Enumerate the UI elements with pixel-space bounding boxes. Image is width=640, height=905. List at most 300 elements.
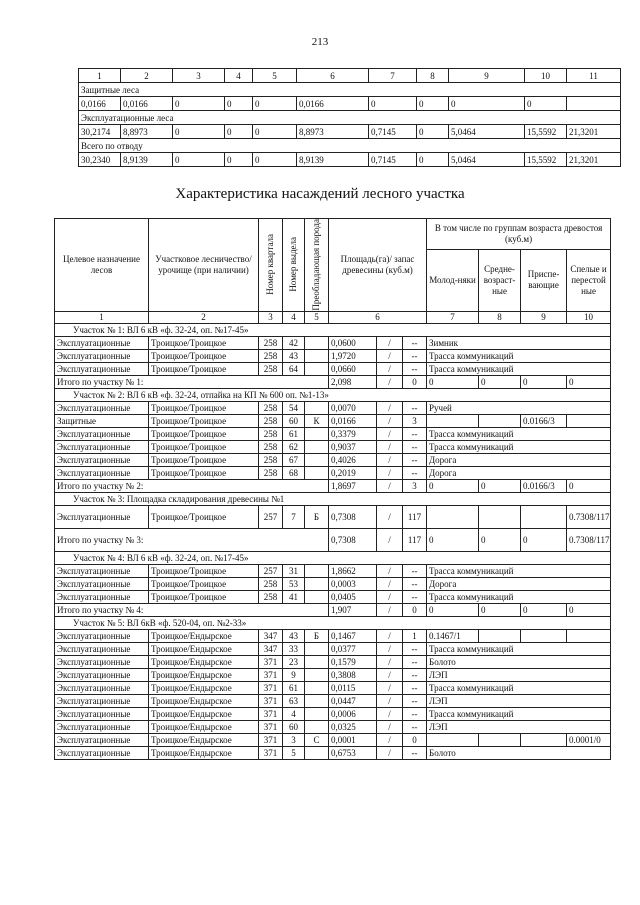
- stock-value: --: [403, 427, 427, 440]
- young-value: 0: [427, 375, 479, 388]
- stand-row: [55, 577, 611, 590]
- kvartal-cell: 371: [259, 681, 283, 694]
- area-separator: /: [377, 629, 403, 642]
- vydel-cell: 7: [283, 505, 305, 528]
- middle-value: 0: [479, 479, 521, 492]
- stock-value: --: [403, 564, 427, 577]
- vydel-cell: 31: [283, 564, 305, 577]
- summary-value: 15,5592: [525, 125, 567, 139]
- summary-value: [567, 97, 621, 111]
- area-separator: /: [377, 401, 403, 414]
- mature-value: 0.7308/117: [567, 528, 611, 551]
- middle-value: [479, 629, 521, 642]
- area-separator: /: [377, 681, 403, 694]
- header-middle: Средне-возраст-ные: [479, 250, 521, 312]
- breed-cell: [305, 349, 329, 362]
- vydel-cell: 53: [283, 577, 305, 590]
- land-category-note: Дорога: [427, 453, 611, 466]
- summary-col-number: 8: [417, 69, 449, 83]
- kvartal-cell: 257: [259, 564, 283, 577]
- stands-table: [54, 218, 611, 760]
- header-young: Молод-няки: [427, 250, 479, 312]
- forestry-cell: Троицкое/Троицкое: [149, 453, 259, 466]
- land-category-note: Болото: [427, 746, 611, 759]
- breed-cell: [305, 694, 329, 707]
- land-category-note: Трасса коммуникаций: [427, 427, 611, 440]
- summary-value: 0,0166: [79, 97, 121, 111]
- breed-cell: Б: [305, 505, 329, 528]
- column-number: 4: [283, 311, 305, 323]
- ripening-value: 0: [521, 603, 567, 616]
- purpose-cell: Эксплуатационные: [55, 505, 149, 528]
- land-category-note: Трасса коммуникаций: [427, 642, 611, 655]
- purpose-cell: Эксплуатационные: [55, 401, 149, 414]
- kvartal-cell: 371: [259, 733, 283, 746]
- summary-col-number: 3: [173, 69, 225, 83]
- stock-value: --: [403, 453, 427, 466]
- kvartal-cell: 258: [259, 466, 283, 479]
- breed-cell: [305, 453, 329, 466]
- summary-value: 21,3201: [567, 125, 621, 139]
- young-value: [427, 414, 479, 427]
- ripening-value: 0: [521, 528, 567, 551]
- column-number: 7: [427, 311, 479, 323]
- mature-value: [567, 629, 611, 642]
- middle-value: [479, 414, 521, 427]
- area-value: 0,0660: [329, 362, 377, 375]
- purpose-cell: Эксплуатационные: [55, 427, 149, 440]
- vydel-cell: 43: [283, 349, 305, 362]
- summary-group-label: Всего по отводу: [79, 139, 621, 153]
- area-value: 0,1467: [329, 629, 377, 642]
- stand-row: [55, 453, 611, 466]
- stock-value: --: [403, 401, 427, 414]
- purpose-cell: Защитные: [55, 414, 149, 427]
- breed-cell: [305, 668, 329, 681]
- stock-value: --: [403, 440, 427, 453]
- summary-value: 8,8973: [121, 125, 173, 139]
- purpose-cell: Эксплуатационные: [55, 668, 149, 681]
- ripening-value: [521, 505, 567, 528]
- stock-value: 0: [403, 603, 427, 616]
- kvartal-cell: 258: [259, 453, 283, 466]
- stock-value: 0: [403, 375, 427, 388]
- stand-row: [55, 694, 611, 707]
- header-area: Площадь(га)/ запас древесины (куб.м): [329, 219, 427, 312]
- purpose-cell: Эксплуатационные: [55, 336, 149, 349]
- area-value: 0,0325: [329, 720, 377, 733]
- mature-value: [567, 414, 611, 427]
- forestry-cell: Троицкое/Троицкое: [149, 440, 259, 453]
- stock-value: 3: [403, 414, 427, 427]
- ripening-value: [521, 629, 567, 642]
- column-number: 3: [259, 311, 283, 323]
- kvartal-cell: 371: [259, 720, 283, 733]
- total-row: [55, 375, 611, 388]
- stock-value: 0: [403, 733, 427, 746]
- area-value: 0,0070: [329, 401, 377, 414]
- area-separator: /: [377, 336, 403, 349]
- area-value: 0,0447: [329, 694, 377, 707]
- forestry-cell: Троицкое/Ендырское: [149, 681, 259, 694]
- forestry-cell: Троицкое/Троицкое: [149, 362, 259, 375]
- forestry-cell: Троицкое/Ендырское: [149, 746, 259, 759]
- summary-col-number: 2: [121, 69, 173, 83]
- vydel-cell: 9: [283, 668, 305, 681]
- column-number: 2: [149, 311, 259, 323]
- mature-value: 0: [567, 603, 611, 616]
- area-separator: /: [377, 655, 403, 668]
- forestry-cell: Троицкое/Троицкое: [149, 564, 259, 577]
- land-category-note: Трасса коммуникаций: [427, 707, 611, 720]
- summary-value: 0,0166: [297, 97, 369, 111]
- summary-group-label-row: [79, 111, 621, 125]
- vydel-cell: 68: [283, 466, 305, 479]
- kvartal-cell: 258: [259, 577, 283, 590]
- land-category-note: ЛЭП: [427, 668, 611, 681]
- total-row: [55, 479, 611, 492]
- breed-cell: Б: [305, 629, 329, 642]
- summary-value: 0: [369, 97, 417, 111]
- area-separator: /: [377, 375, 403, 388]
- stock-value: 117: [403, 528, 427, 551]
- stock-value: --: [403, 336, 427, 349]
- kvartal-cell: 258: [259, 336, 283, 349]
- area-value: 0,2019: [329, 466, 377, 479]
- summary-value: 15,5592: [525, 153, 567, 167]
- forestry-cell: Троицкое/Троицкое: [149, 590, 259, 603]
- summary-value: 0: [525, 97, 567, 111]
- column-number: 8: [479, 311, 521, 323]
- stock-value: 1: [403, 629, 427, 642]
- middle-value: [479, 733, 521, 746]
- kvartal-cell: 258: [259, 440, 283, 453]
- kvartal-cell: 258: [259, 427, 283, 440]
- total-label: Итого по участку № 2:: [55, 479, 329, 492]
- land-category-note: Трасса коммуникаций: [427, 362, 611, 375]
- section-header: Участок № 4: ВЛ 6 кВ «ф. 32-24, оп. №17-45»: [55, 551, 611, 564]
- summary-value: 0: [225, 153, 253, 167]
- breed-cell: С: [305, 733, 329, 746]
- area-separator: /: [377, 528, 403, 551]
- section-header-row: [55, 616, 611, 629]
- area-value: 0,3379: [329, 427, 377, 440]
- area-value: 0,6753: [329, 746, 377, 759]
- stand-row: [55, 336, 611, 349]
- middle-value: [479, 505, 521, 528]
- stock-value: --: [403, 694, 427, 707]
- kvartal-cell: 258: [259, 590, 283, 603]
- young-value: 0: [427, 528, 479, 551]
- breed-cell: [305, 720, 329, 733]
- area-separator: /: [377, 642, 403, 655]
- section-header: Участок № 1: ВЛ 6 кВ «ф. 32-24, оп. №17-45»: [55, 323, 611, 336]
- purpose-cell: Эксплуатационные: [55, 453, 149, 466]
- vydel-cell: 60: [283, 414, 305, 427]
- mature-value: 0.0001/0: [567, 733, 611, 746]
- summary-values-row: [79, 125, 621, 139]
- forestry-cell: Троицкое/Ендырское: [149, 733, 259, 746]
- young-value: 0.1467/1: [427, 629, 479, 642]
- forestry-cell: Троицкое/Ендырское: [149, 694, 259, 707]
- header-purpose: Целевое назначение лесов: [55, 219, 149, 312]
- land-category-note: Трасса коммуникаций: [427, 349, 611, 362]
- stock-value: --: [403, 642, 427, 655]
- summary-col-number: 7: [369, 69, 417, 83]
- area-value: 2,098: [329, 375, 377, 388]
- summary-group-label-row: [79, 83, 621, 97]
- land-category-note: Дорога: [427, 577, 611, 590]
- section-header-row: [55, 323, 611, 336]
- land-category-note: Дорога: [427, 466, 611, 479]
- forestry-cell: Троицкое/Троицкое: [149, 466, 259, 479]
- stock-value: 3: [403, 479, 427, 492]
- young-value: 0: [427, 603, 479, 616]
- stand-row: [55, 668, 611, 681]
- breed-cell: [305, 427, 329, 440]
- kvartal-cell: 258: [259, 349, 283, 362]
- stock-value: --: [403, 362, 427, 375]
- area-value: 0,7308: [329, 505, 377, 528]
- total-label: Итого по участку № 1:: [55, 375, 329, 388]
- summary-col-number: 6: [297, 69, 369, 83]
- kvartal-cell: 371: [259, 668, 283, 681]
- total-row: [55, 528, 611, 551]
- breed-cell: [305, 655, 329, 668]
- vydel-cell: 61: [283, 681, 305, 694]
- summary-col-number: 9: [449, 69, 525, 83]
- stand-row: [55, 414, 611, 427]
- purpose-cell: Эксплуатационные: [55, 720, 149, 733]
- summary-col-number: 4: [225, 69, 253, 83]
- kvartal-cell: 258: [259, 414, 283, 427]
- forestry-cell: Троицкое/Троицкое: [149, 349, 259, 362]
- summary-col-number: 5: [253, 69, 297, 83]
- purpose-cell: Эксплуатационные: [55, 746, 149, 759]
- stand-row: [55, 362, 611, 375]
- kvartal-cell: 371: [259, 707, 283, 720]
- breed-cell: К: [305, 414, 329, 427]
- column-number: 1: [55, 311, 149, 323]
- kvartal-cell: 347: [259, 629, 283, 642]
- breed-cell: [305, 401, 329, 414]
- stock-value: --: [403, 746, 427, 759]
- forestry-cell: Троицкое/Троицкое: [149, 427, 259, 440]
- stock-value: 117: [403, 505, 427, 528]
- summary-value: 21,3201: [567, 153, 621, 167]
- summary-value: 30,2174: [79, 125, 121, 139]
- summary-value: 0: [253, 97, 297, 111]
- kvartal-cell: 258: [259, 362, 283, 375]
- purpose-cell: Эксплуатационные: [55, 707, 149, 720]
- vydel-cell: 60: [283, 720, 305, 733]
- breed-cell: [305, 746, 329, 759]
- column-number: 10: [567, 311, 611, 323]
- area-value: 1,8697: [329, 479, 377, 492]
- area-separator: /: [377, 707, 403, 720]
- header-ripening: Приспе-вающие: [521, 250, 567, 312]
- area-separator: /: [377, 733, 403, 746]
- column-number: 9: [521, 311, 567, 323]
- stock-value: --: [403, 466, 427, 479]
- section-title: Характеристика насаждений лесного участка: [175, 186, 465, 202]
- section-header-row: [55, 388, 611, 401]
- stand-row: [55, 746, 611, 759]
- area-value: 1,8662: [329, 564, 377, 577]
- mature-value: 0: [567, 375, 611, 388]
- land-category-note: Трасса коммуникаций: [427, 590, 611, 603]
- breed-cell: [305, 577, 329, 590]
- breed-cell: [305, 336, 329, 349]
- stock-value: --: [403, 707, 427, 720]
- breed-cell: [305, 440, 329, 453]
- summary-value: 8,8973: [297, 125, 369, 139]
- area-value: 0,0006: [329, 707, 377, 720]
- summary-value: 0: [253, 125, 297, 139]
- forestry-cell: Троицкое/Ендырское: [149, 668, 259, 681]
- stand-row: [55, 466, 611, 479]
- stand-row: [55, 655, 611, 668]
- stand-row: [55, 590, 611, 603]
- section-header-row: [55, 551, 611, 564]
- area-value: 0,7308: [329, 528, 377, 551]
- land-category-note: ЛЭП: [427, 694, 611, 707]
- area-separator: /: [377, 720, 403, 733]
- kvartal-cell: 371: [259, 694, 283, 707]
- vydel-cell: 41: [283, 590, 305, 603]
- summary-group-label-row: [79, 139, 621, 153]
- header-forestry: Участковое лесничество/ урочище (при наличии): [149, 219, 259, 312]
- vydel-cell: 43: [283, 629, 305, 642]
- breed-cell: [305, 564, 329, 577]
- kvartal-cell: 257: [259, 505, 283, 528]
- area-separator: /: [377, 466, 403, 479]
- summary-col-number: 10: [525, 69, 567, 83]
- mature-value: 0: [567, 479, 611, 492]
- stand-row: [55, 720, 611, 733]
- area-separator: /: [377, 349, 403, 362]
- forestry-cell: Троицкое/Ендырское: [149, 655, 259, 668]
- summary-value: 0: [417, 125, 449, 139]
- forestry-cell: Троицкое/Троицкое: [149, 336, 259, 349]
- summary-values-row: [79, 97, 621, 111]
- vydel-cell: 5: [283, 746, 305, 759]
- area-separator: /: [377, 427, 403, 440]
- purpose-cell: Эксплуатационные: [55, 733, 149, 746]
- section-header-row: [55, 492, 611, 505]
- area-value: 1,907: [329, 603, 377, 616]
- stand-row: [55, 401, 611, 414]
- area-value: 0,4026: [329, 453, 377, 466]
- section-header: Участок № 2: ВЛ 6 кВ «ф. 32-24, отпайка на КП № 600 оп. №1-13»: [55, 388, 611, 401]
- section-header: Участок № 5: ВЛ 6кВ «ф. 520-04, оп. №2-33»: [55, 616, 611, 629]
- purpose-cell: Эксплуатационные: [55, 564, 149, 577]
- total-label: Итого по участку № 4:: [55, 603, 329, 616]
- kvartal-cell: 258: [259, 401, 283, 414]
- forestry-cell: Троицкое/Ендырское: [149, 642, 259, 655]
- stand-row: [55, 440, 611, 453]
- forestry-cell: Троицкое/Троицкое: [149, 414, 259, 427]
- purpose-cell: Эксплуатационные: [55, 590, 149, 603]
- young-value: [427, 733, 479, 746]
- summary-value: 0: [225, 97, 253, 111]
- summary-table: [78, 68, 621, 167]
- area-value: 0,0003: [329, 577, 377, 590]
- purpose-cell: Эксплуатационные: [55, 655, 149, 668]
- forestry-cell: Троицкое/Ендырское: [149, 707, 259, 720]
- summary-value: 0,7145: [369, 125, 417, 139]
- forestry-cell: Троицкое/Троицкое: [149, 401, 259, 414]
- young-value: 0: [427, 479, 479, 492]
- summary-value: 0: [173, 97, 225, 111]
- stand-row: [55, 427, 611, 440]
- area-separator: /: [377, 590, 403, 603]
- total-row: [55, 603, 611, 616]
- stand-row: [55, 349, 611, 362]
- kvartal-cell: 371: [259, 655, 283, 668]
- summary-value: 0: [173, 125, 225, 139]
- breed-cell: [305, 590, 329, 603]
- middle-value: 0: [479, 375, 521, 388]
- area-value: 0,0166: [329, 414, 377, 427]
- area-value: 0,0377: [329, 642, 377, 655]
- vydel-cell: 4: [283, 707, 305, 720]
- land-category-note: Зимник: [427, 336, 611, 349]
- middle-value: 0: [479, 603, 521, 616]
- area-value: 0,0001: [329, 733, 377, 746]
- header-age-groups: В том числе по группам возраста древостоя (куб.м): [427, 219, 611, 250]
- summary-value: 5,0464: [449, 153, 525, 167]
- young-value: [427, 505, 479, 528]
- summary-value: 30,2340: [79, 153, 121, 167]
- summary-group-label: Защитные леса: [79, 83, 621, 97]
- summary-value: 8,9139: [121, 153, 173, 167]
- summary-col-number: 1: [79, 69, 121, 83]
- header-mature: Спелые и перестой ные: [567, 250, 611, 312]
- area-separator: /: [377, 479, 403, 492]
- total-label: Итого по участку № 3:: [55, 528, 329, 551]
- page-number: 213: [311, 36, 329, 48]
- column-number-row: [55, 311, 611, 323]
- purpose-cell: Эксплуатационные: [55, 629, 149, 642]
- summary-group-label: Эксплуатационные леса: [79, 111, 621, 125]
- header-breed: Преобладающая порода: [305, 219, 329, 312]
- ripening-value: 0: [521, 375, 567, 388]
- purpose-cell: Эксплуатационные: [55, 681, 149, 694]
- land-category-note: Трасса коммуникаций: [427, 681, 611, 694]
- stand-row: [55, 564, 611, 577]
- summary-value: 0,0166: [121, 97, 173, 111]
- vydel-cell: 33: [283, 642, 305, 655]
- area-separator: /: [377, 505, 403, 528]
- stand-row: [55, 707, 611, 720]
- column-number: 5: [305, 311, 329, 323]
- area-value: 0,0115: [329, 681, 377, 694]
- stock-value: --: [403, 681, 427, 694]
- mature-value: 0.7308/117: [567, 505, 611, 528]
- purpose-cell: Эксплуатационные: [55, 694, 149, 707]
- area-value: 0,9037: [329, 440, 377, 453]
- breed-cell: [305, 362, 329, 375]
- header-kvartal: Номер квартала: [259, 219, 283, 312]
- vydel-cell: 61: [283, 427, 305, 440]
- land-category-note: ЛЭП: [427, 720, 611, 733]
- area-separator: /: [377, 577, 403, 590]
- purpose-cell: Эксплуатационные: [55, 466, 149, 479]
- summary-value: 8,9139: [297, 153, 369, 167]
- area-value: 0,0600: [329, 336, 377, 349]
- vydel-cell: 3: [283, 733, 305, 746]
